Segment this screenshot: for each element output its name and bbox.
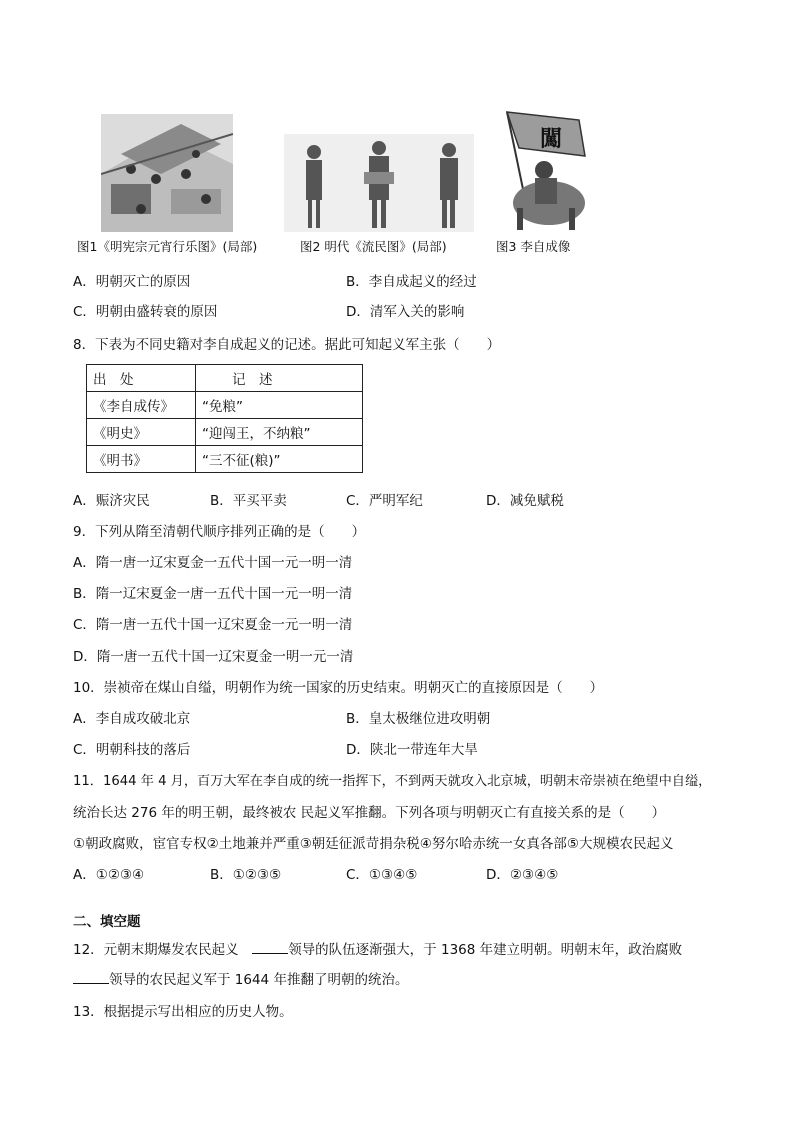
table-row	[87, 419, 363, 446]
q12-text-b: 领导的队伍逐渐强大，于 1368 年建立明朝。明朝末年，政治腐败	[288, 942, 683, 958]
table-row	[87, 446, 363, 473]
q10-option-c[interactable]: C．明朝科技的落后	[73, 742, 191, 758]
q7-option-d[interactable]: D．清军入关的影响	[346, 304, 465, 320]
table-cell-record: “免粮”	[196, 392, 363, 419]
q7-option-b[interactable]: B．李自成起义的经过	[346, 274, 477, 290]
figure-1-painting	[101, 114, 233, 232]
figure-1-caption: 图1《明宪宗元宵行乐图》(局部)	[77, 239, 258, 254]
section-2-title: 二、填空题	[73, 914, 141, 930]
q13-stem: 13．根据提示写出相应的历史人物。	[73, 1004, 293, 1020]
table-row	[87, 392, 363, 419]
table-cell-record: “三不征(粮)”	[196, 446, 363, 473]
q11-option-b[interactable]: B．①②③⑤	[210, 867, 282, 883]
q8-source-table	[86, 364, 363, 473]
q11-option-a[interactable]: A．①②③④	[73, 867, 145, 883]
q10-option-a[interactable]: A．李自成攻破北京	[73, 711, 191, 727]
table-header-row	[87, 365, 363, 392]
banner-character: 闖	[539, 127, 563, 152]
q7-option-c[interactable]: C．明朝由盛转衰的原因	[73, 304, 218, 320]
q9-stem: 9．下列从隋至清朝代顺序排列正确的是（ ）	[73, 524, 366, 540]
table-cell-source: 《明书》	[87, 446, 196, 473]
q9-option-a[interactable]: A．隋一唐一辽宋夏金一五代十国一元一明一清	[73, 555, 353, 571]
figure-2-caption: 图2 明代《流民图》(局部)	[300, 239, 447, 254]
q10-option-b[interactable]: B．皇太极继位进攻明朝	[346, 711, 491, 727]
q8-option-c[interactable]: C．严明军纪	[346, 493, 423, 509]
figure-3-caption: 图3 李自成像	[496, 239, 571, 254]
q11-option-d[interactable]: D．②③④⑤	[486, 867, 559, 883]
figure-2-painting	[284, 134, 474, 232]
q8-option-b[interactable]: B．平买平卖	[210, 493, 287, 509]
q8-stem: 8．下表为不同史籍对李自成起义的记述。据此可知起义军主张（ ）	[73, 337, 501, 353]
table-header-cell: 记 述	[196, 365, 363, 392]
q12-line-2	[73, 968, 408, 988]
q12-blank-2[interactable]	[73, 971, 109, 984]
table-cell-record: “迎闯王，不纳粮”	[196, 419, 363, 446]
table-cell-source: 《李自成传》	[87, 392, 196, 419]
q9-option-c[interactable]: C．隋一唐一五代十国一辽宋夏金一元一明一清	[73, 617, 353, 633]
q9-option-d[interactable]: D．隋一唐一五代十国一辽宋夏金一明一元一清	[73, 649, 354, 665]
q12-text-a: 12．元朝末期爆发农民起义	[73, 942, 253, 958]
q10-option-d[interactable]: D．陕北一带连年大旱	[346, 742, 478, 758]
q8-option-a[interactable]: A．赈济灾民	[73, 493, 150, 509]
q11-stem-line-3: ①朝政腐败，宦官专权②土地兼并严重③朝廷征派苛捐杂税④努尔哈赤统一女真各部⑤大规模农民起义	[73, 836, 674, 852]
q8-option-d[interactable]: D．减免赋税	[486, 493, 564, 509]
q10-stem: 10．崇祯帝在煤山自缢，明朝作为统一国家的历史结束。明朝灭亡的直接原因是（ ）	[73, 680, 604, 696]
q11-stem-line-1: 11．1644 年 4 月，百万大军在李自成的统一指挥下，不到两天就攻入北京城，明朝末帝崇祯在绝望中自缢，	[73, 774, 712, 789]
q7-option-a[interactable]: A．明朝灭亡的原因	[73, 274, 191, 290]
table-cell-source: 《明史》	[87, 419, 196, 446]
q11-option-c[interactable]: C．①③④⑤	[346, 867, 418, 883]
q12-text-c: 领导的农民起义军于 1644 年推翻了明朝的统治。	[109, 972, 409, 988]
q11-stem-line-2: 统治长达 276 年的明王朝，最终被农 民起义军推翻。下列各项与明朝灭亡有直接关系的是（ ）	[73, 805, 666, 821]
q12-blank-1[interactable]	[252, 941, 288, 954]
q12-line-1	[73, 938, 682, 958]
q9-option-b[interactable]: B．隋一辽宋夏金一唐一五代十国一元一明一清	[73, 586, 353, 602]
figure-3-portrait	[499, 108, 589, 234]
table-header-cell: 出 处	[87, 365, 196, 392]
